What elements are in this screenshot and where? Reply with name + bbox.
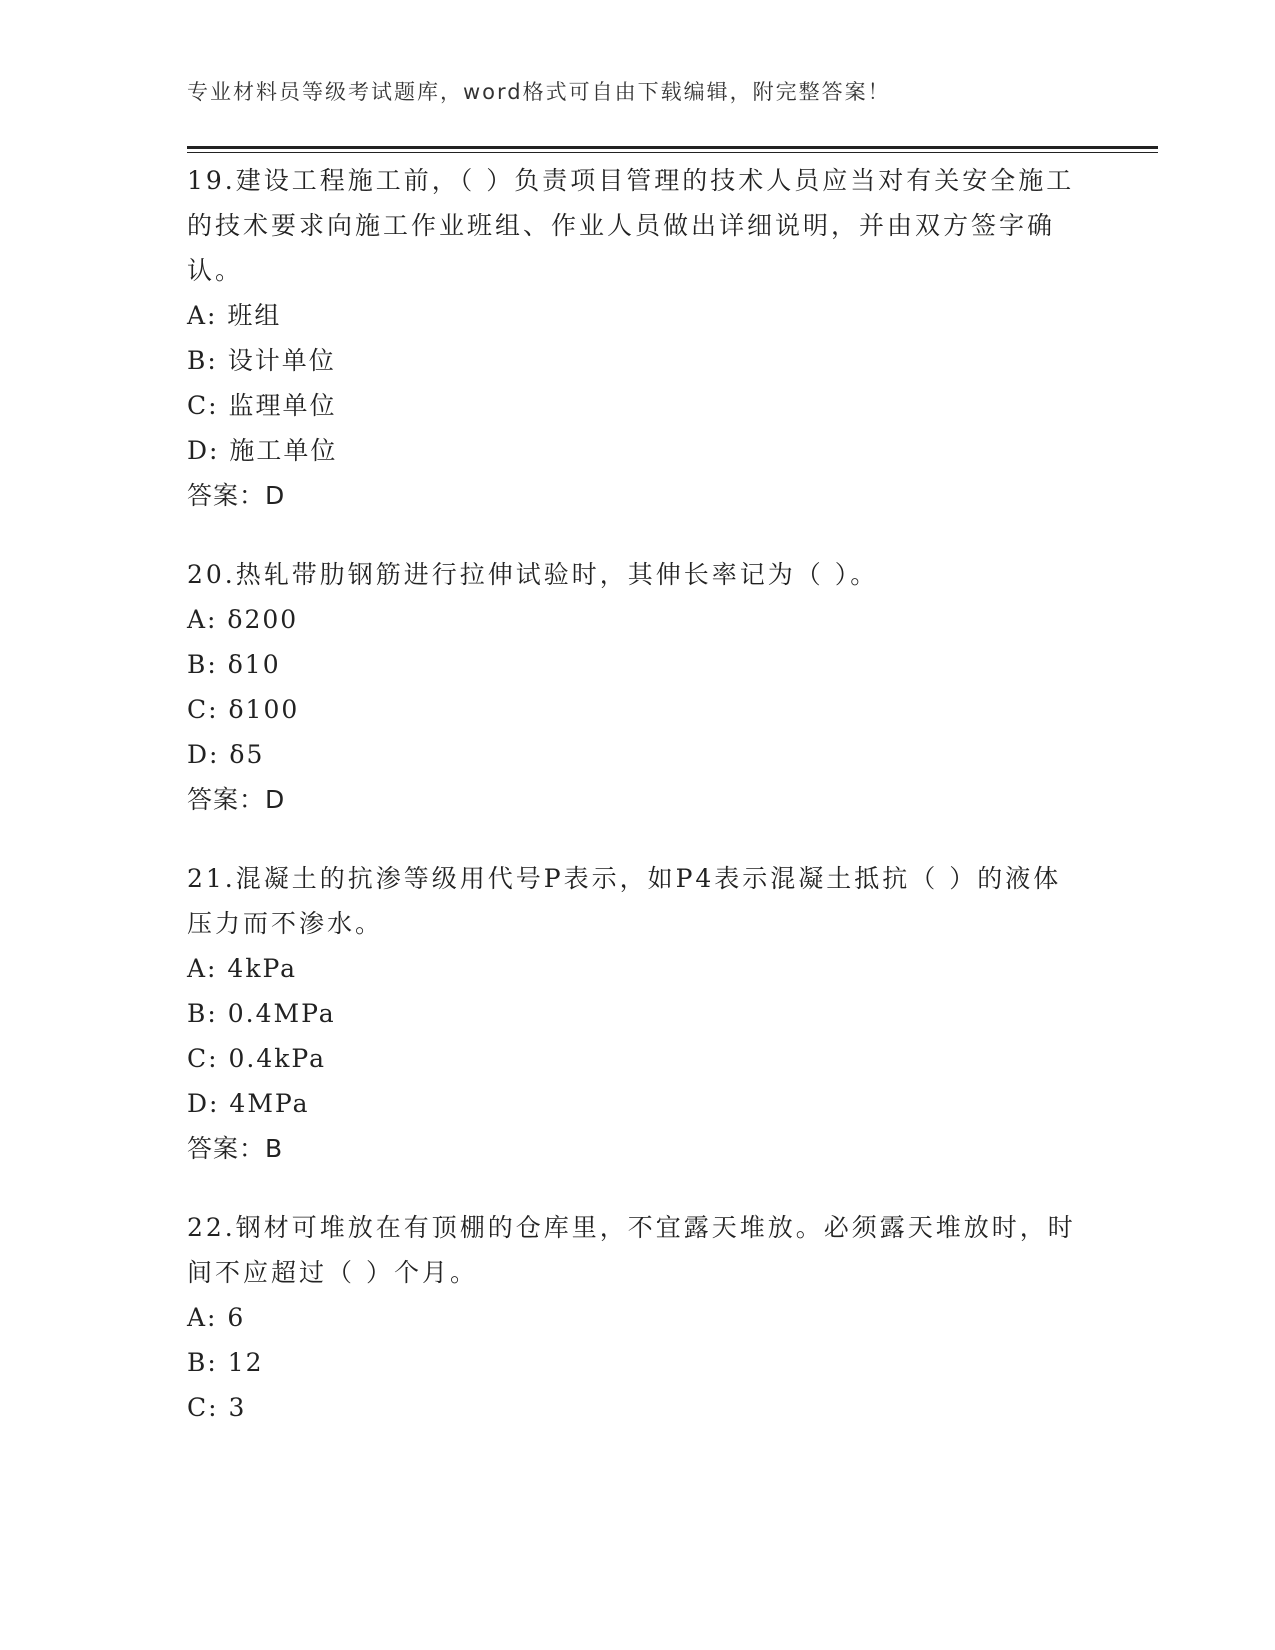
header-rule-thick	[187, 146, 1158, 149]
option-d: D: 4MPa	[187, 1089, 310, 1118]
question-list	[187, 158, 1087, 1464]
option-a: A: δ200	[187, 605, 299, 634]
document-header: 专业材料员等级考试题库，word格式可自由下载编辑，附完整答案！	[187, 80, 891, 104]
answer: 答案：B	[187, 1134, 284, 1163]
question-22	[187, 1205, 1087, 1430]
option-c: C: δ100	[187, 695, 300, 724]
answer: 答案：D	[187, 481, 286, 510]
question-20	[187, 552, 1087, 822]
option-b: B: δ10	[187, 650, 281, 679]
option-d: D: 施工单位	[187, 436, 338, 465]
question-stem: 19.建设工程施工前，（ ）负责项目管理的技术人员应当对有关安全施工的技术要求向施工作业班组、作业人员做出详细说明，并由双方签字确认。	[187, 166, 1075, 285]
question-21	[187, 856, 1087, 1171]
question-stem: 22.钢材可堆放在有顶棚的仓库里，不宜露天堆放。必须露天堆放时，时间不应超过（ ）个月。	[187, 1213, 1076, 1287]
option-b: B: 设计单位	[187, 346, 336, 375]
option-b: B: 12	[187, 1348, 264, 1377]
option-a: A: 4kPa	[187, 954, 298, 983]
option-a: A: 班组	[187, 301, 282, 330]
answer: 答案：D	[187, 785, 286, 814]
question-19	[187, 158, 1087, 518]
option-a: A: 6	[187, 1303, 246, 1332]
option-d: D: δ5	[187, 740, 265, 769]
option-c: C: 0.4kPa	[187, 1044, 327, 1073]
option-b: B: 0.4MPa	[187, 999, 336, 1028]
question-stem: 20.热轧带肋钢筋进行拉伸试验时，其伸长率记为（ ）。	[187, 560, 879, 589]
header-rule-thin	[187, 152, 1158, 153]
option-c: C: 监理单位	[187, 391, 337, 420]
question-stem: 21.混凝土的抗渗等级用代号P表示，如P4表示混凝土抵抗（ ）的液体压力而不渗水。	[187, 864, 1062, 938]
option-c: C: 3	[187, 1393, 247, 1422]
